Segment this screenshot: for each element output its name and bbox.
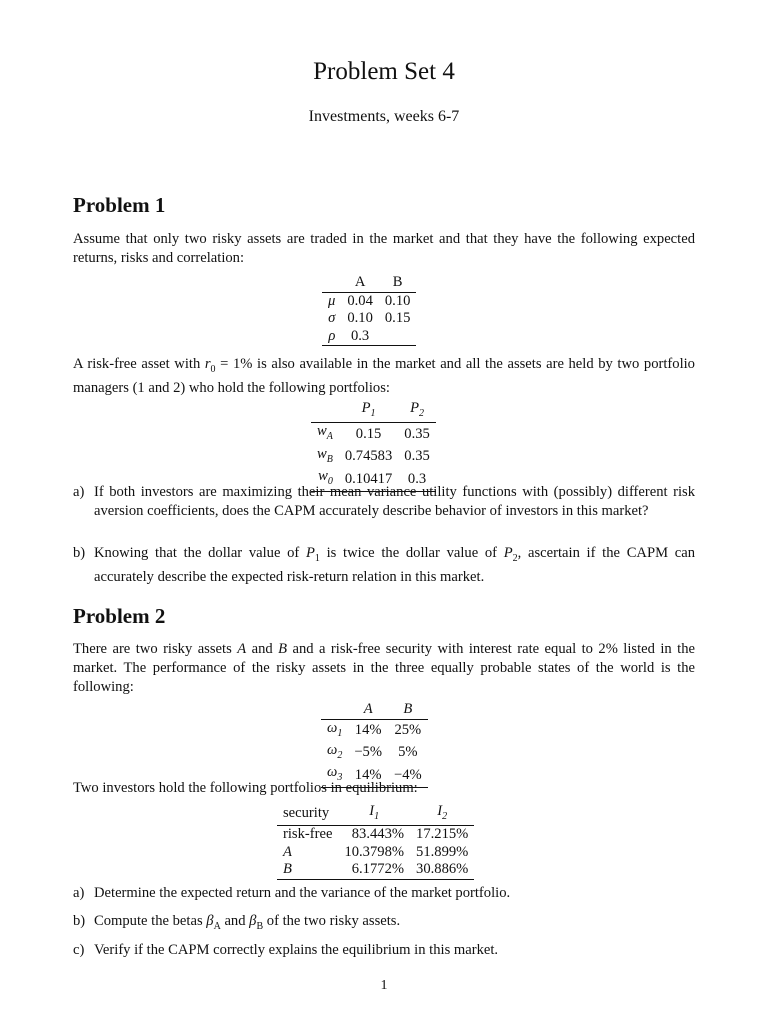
- table-row: [277, 861, 474, 879]
- problem-1-question-b: b) Knowing that the dollar value of $P_1$ is twice the dollar value of $P_2$, ascertain if the CAPM can accurately describe the expected risk-return relation in this market.: [73, 545, 695, 585]
- table-cell: 14%: [348, 764, 388, 787]
- col-header-b: B: [388, 701, 428, 719]
- table-cell: 30.886%: [410, 861, 474, 879]
- row-label: B: [277, 861, 338, 879]
- problem-1-heading: Problem 1: [73, 193, 166, 217]
- portfolio-weights-table: [311, 400, 436, 492]
- table-cell: −4%: [388, 764, 428, 787]
- table-cell: 25%: [394, 721, 422, 738]
- problem-2-portfolios-paragraph: Two investors hold the following portfolios in equilibrium:: [73, 780, 418, 796]
- row-label: $w_0$: [311, 468, 339, 491]
- table-header-row: [321, 701, 428, 719]
- col-header-p2: $P_2$: [398, 400, 436, 423]
- table-row: [322, 328, 416, 346]
- col-header-b: B: [379, 274, 417, 292]
- table-cell: 0.35: [404, 448, 430, 465]
- table-cell: 0.15: [384, 310, 411, 326]
- investor-portfolios-table: [277, 803, 474, 880]
- row-label: $\omega_1$: [327, 719, 343, 739]
- col-header-i2: $I_2$: [410, 803, 474, 826]
- col-header-i1: $I_1$: [338, 803, 410, 826]
- table-cell: 0.3: [398, 468, 436, 491]
- row-label: $\omega_2$: [327, 741, 343, 761]
- table-header-row: [322, 274, 416, 292]
- table-row: [321, 742, 428, 764]
- table-row: [277, 826, 474, 844]
- state-returns-table: [321, 701, 428, 788]
- table-cell: 0.35: [404, 425, 430, 442]
- problem-1-riskfree-paragraph: A risk-free asset with $r_0 = 1\%$ is also available in the market and all the assets are held by two portfolio managers (1 and 2) who hold the following portfolios:: [73, 356, 695, 396]
- col-header-a: A: [348, 701, 388, 719]
- table-cell: 0.04: [347, 292, 373, 309]
- table-cell: 0.10417: [339, 468, 398, 491]
- table-cell: 83.443%: [351, 826, 405, 843]
- table-cell: 0.74583: [344, 448, 393, 465]
- table-cell: 10.3798%: [344, 843, 405, 860]
- row-label: μ: [328, 292, 336, 309]
- row-label: $w_A$: [317, 423, 333, 443]
- problem-1-intro: Assume that only two risky assets are traded in the market and that they have the following expected returns, risks and correlation:: [73, 231, 695, 266]
- table-row: [277, 844, 474, 862]
- table-row: [311, 423, 436, 446]
- table-cell: 51.899%: [416, 843, 469, 860]
- page-title: Problem Set 4: [313, 58, 455, 85]
- row-label: σ: [328, 310, 336, 326]
- table-row: [321, 719, 428, 742]
- table-row: [322, 292, 416, 310]
- problem-2-question-a: a) Determine the expected return and the variance of the market portfolio.: [73, 885, 511, 901]
- table-cell: 5%: [398, 744, 418, 761]
- table-header-row: [311, 400, 436, 423]
- row-label: A: [283, 843, 292, 860]
- table-cell: 17.215%: [416, 826, 469, 843]
- problem-1-question-a: a) If both investors are maximizing their mean variance utility functions with (possibly) different risk aversion coefficients, does the CAPM accurately describe behavior of investors in this market?: [73, 484, 695, 519]
- table-cell: 6.1772%: [338, 861, 410, 879]
- row-label: ρ: [322, 328, 341, 346]
- table-row: [322, 310, 416, 328]
- row-label: $\omega_3$: [321, 764, 348, 787]
- problem-2-heading: Problem 2: [73, 604, 166, 628]
- table-cell: 14%: [354, 721, 382, 738]
- row-label: risk-free: [283, 826, 333, 843]
- col-header-p1: $P_1$: [339, 400, 398, 423]
- table-cell: 0.10: [384, 292, 411, 309]
- table-cell: [379, 328, 417, 346]
- row-label: $w_B$: [317, 445, 333, 465]
- table-cell: 0.10: [347, 310, 373, 326]
- table-cell: 0.15: [355, 425, 382, 442]
- problem-2-question-c: c) Verify if the CAPM correctly explains the equilibrium in this market.: [73, 942, 499, 958]
- table-header-row: [277, 803, 474, 826]
- problem-2-question-b: b) Compute the betas $\beta_A$ and $\beta_B$ of the two risky assets.: [73, 913, 401, 932]
- problem-2-intro: There are two risky assets A and B and a risk-free security with interest rate equal to 2% listed in the market. The performance of the risky assets in the three equally probable states of the world is the following:: [73, 641, 695, 695]
- col-header-security: security: [277, 803, 338, 826]
- col-header-a: A: [341, 274, 379, 292]
- page-subtitle: Investments, weeks 6-7: [308, 108, 460, 125]
- table-cell: −5%: [354, 744, 382, 761]
- table-cell: 0.3: [341, 328, 379, 346]
- table-row: [311, 446, 436, 468]
- asset-stats-table: [322, 274, 416, 346]
- page-number: 1: [380, 978, 388, 993]
